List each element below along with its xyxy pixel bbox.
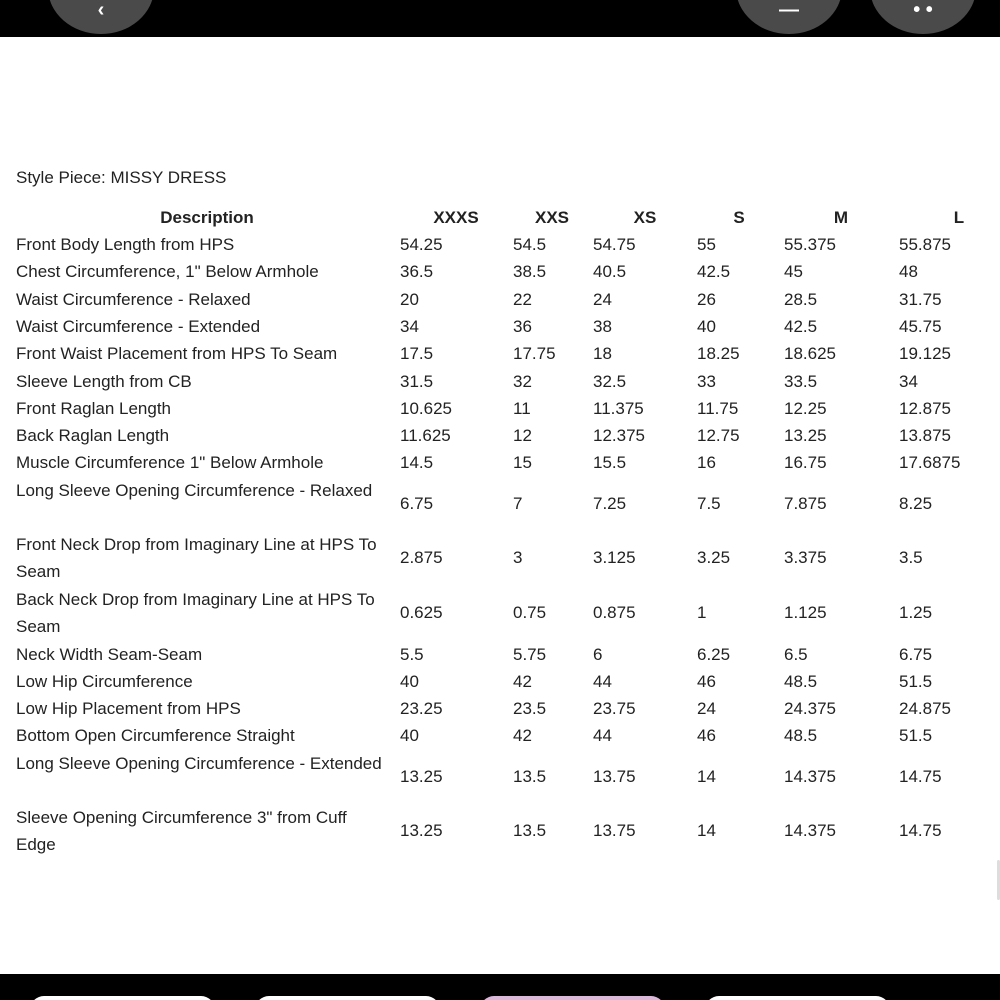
row-description: Front Neck Drop from Imaginary Line at HPS To Seam xyxy=(16,535,377,582)
row-description: Back Neck Drop from Imaginary Line at HPS To Seam xyxy=(16,589,375,636)
row-description: Front Body Length from HPS xyxy=(16,235,235,254)
row-value-l: 3.5 xyxy=(899,548,923,568)
row-value-xxxs: 40 xyxy=(400,726,419,746)
row-value-m: 7.875 xyxy=(784,493,827,513)
row-value-l: 6.75 xyxy=(899,644,933,664)
row-value-xs: 11.375 xyxy=(593,398,644,418)
share-icon: — xyxy=(779,0,799,21)
row-value-m: 48.5 xyxy=(784,726,818,746)
row-value-s: 3.25 xyxy=(697,548,731,568)
row-value-s: 46 xyxy=(697,726,716,746)
table-row xyxy=(0,313,1000,340)
row-value-xxxs: 2.875 xyxy=(400,548,443,568)
row-value-xxs: 12 xyxy=(513,426,532,446)
row-description: Back Raglan Length xyxy=(16,426,170,446)
row-description: Waist Circumference - Extended xyxy=(16,316,261,336)
row-value-s: 24 xyxy=(697,699,716,719)
table-row xyxy=(0,368,1000,395)
row-description: Bottom Open Circumference Straight xyxy=(16,726,295,746)
row-value-xxxs: 14.5 xyxy=(400,453,434,473)
row-value-xxs: 32 xyxy=(513,371,532,391)
header-size-xxxs: XXXS xyxy=(433,208,479,227)
row-value-xxs: 7 xyxy=(513,493,523,513)
back-arrow-icon: ‹ xyxy=(97,0,105,21)
row-value-l: 24.875 xyxy=(899,699,951,719)
row-value-l: 12.875 xyxy=(899,398,951,418)
row-value-xs: 44 xyxy=(593,671,612,691)
row-value-m: 16.75 xyxy=(784,453,827,473)
row-value-l: 19.125 xyxy=(899,344,951,364)
row-value-xxxs: 10.625 xyxy=(400,398,452,418)
table-row xyxy=(0,668,1000,695)
table-row xyxy=(0,750,1000,805)
row-value-s: 42.5 xyxy=(697,262,731,282)
row-value-s: 40 xyxy=(697,316,716,336)
cart-icon: • • xyxy=(913,0,933,21)
row-value-xxxs: 13.25 xyxy=(400,821,443,841)
row-value-s: 7.5 xyxy=(697,493,721,513)
size-chart-content xyxy=(0,37,1000,974)
row-value-s: 11.75 xyxy=(697,398,739,418)
row-value-xs: 54.75 xyxy=(593,235,636,254)
row-description: Muscle Circumference 1" Below Armhole xyxy=(16,453,324,473)
row-value-xxxs: 31.5 xyxy=(400,371,434,391)
row-value-xxxs: 23.25 xyxy=(400,699,443,719)
row-value-xs: 23.75 xyxy=(593,699,636,719)
row-value-l: 17.6875 xyxy=(899,453,961,473)
table-row xyxy=(0,231,1000,258)
style-piece-title: Style Piece: MISSY DRESS xyxy=(16,168,227,187)
row-value-s: 16 xyxy=(697,453,716,473)
row-value-m: 45 xyxy=(784,262,803,282)
row-value-l: 13.875 xyxy=(899,426,951,446)
top-nav-bar xyxy=(0,0,1000,37)
row-value-s: 1 xyxy=(697,602,707,622)
header-size-xxs: XXS xyxy=(534,208,570,227)
row-value-xs: 3.125 xyxy=(593,548,636,568)
row-value-xxs: 17.75 xyxy=(513,344,556,364)
row-value-xs: 24 xyxy=(593,289,612,309)
row-value-s: 33 xyxy=(697,371,716,391)
table-row xyxy=(0,422,1000,449)
row-value-l: 1.25 xyxy=(899,602,933,622)
row-value-s: 18.25 xyxy=(697,344,740,364)
table-row xyxy=(0,449,1000,476)
row-value-xxs: 11 xyxy=(513,398,531,418)
row-value-l: 48 xyxy=(899,262,918,282)
table-row xyxy=(0,340,1000,367)
row-value-s: 14 xyxy=(697,766,716,786)
row-value-s: 6.25 xyxy=(697,644,731,664)
row-value-xxs: 38.5 xyxy=(513,262,547,282)
row-description: Sleeve Opening Circumference 3" from Cuff Edge xyxy=(16,808,347,855)
row-value-xxs: 42 xyxy=(513,726,532,746)
row-value-xxxs: 11.625 xyxy=(400,426,451,446)
row-value-xxs: 3 xyxy=(513,548,523,568)
row-value-xxs: 13.5 xyxy=(513,821,547,841)
row-value-xs: 18 xyxy=(593,344,612,364)
row-description: Neck Width Seam-Seam xyxy=(16,644,203,664)
header-size-xs: XS xyxy=(633,208,657,227)
row-value-xxs: 13.5 xyxy=(513,766,547,786)
row-value-m: 3.375 xyxy=(784,548,827,568)
row-value-l: 55.875 xyxy=(899,235,951,254)
table-row xyxy=(0,641,1000,668)
row-value-l: 51.5 xyxy=(899,726,933,746)
row-value-xxxs: 17.5 xyxy=(400,344,434,364)
row-value-xxs: 22 xyxy=(513,289,532,309)
row-value-l: 51.5 xyxy=(899,671,933,691)
row-value-xs: 7.25 xyxy=(593,493,627,513)
row-description: Long Sleeve Opening Circumference - Relaxed xyxy=(16,480,373,500)
share-button[interactable] xyxy=(736,0,842,34)
row-value-xxxs: 54.25 xyxy=(400,235,443,254)
table-row xyxy=(0,804,1000,859)
row-value-xs: 0.875 xyxy=(593,602,636,622)
row-value-s: 14 xyxy=(697,821,716,841)
table-row xyxy=(0,395,1000,422)
table-row xyxy=(0,286,1000,313)
header-size-m: M xyxy=(833,208,849,227)
row-value-xxxs: 34 xyxy=(400,316,419,336)
row-value-xs: 32.5 xyxy=(593,371,627,391)
row-value-xs: 13.75 xyxy=(593,821,636,841)
row-description: Sleeve Length from CB xyxy=(16,371,192,391)
row-value-xxxs: 0.625 xyxy=(400,602,443,622)
thumbnail-4[interactable] xyxy=(705,996,890,1000)
row-value-xxxs: 13.25 xyxy=(400,766,443,786)
row-value-l: 14.75 xyxy=(899,766,942,786)
row-value-m: 33.5 xyxy=(784,371,818,391)
row-value-xs: 13.75 xyxy=(593,766,636,786)
table-row xyxy=(0,695,1000,722)
row-value-l: 31.75 xyxy=(899,289,942,309)
row-value-m: 55.375 xyxy=(784,235,836,254)
row-value-xxs: 54.5 xyxy=(513,235,547,254)
row-value-l: 45.75 xyxy=(899,316,942,336)
thumbnail-1[interactable] xyxy=(30,996,215,1000)
row-value-m: 6.5 xyxy=(784,644,808,664)
table-row xyxy=(0,258,1000,285)
table-row xyxy=(0,722,1000,749)
row-value-m: 28.5 xyxy=(784,289,818,309)
cart-button[interactable] xyxy=(870,0,976,34)
row-value-m: 48.5 xyxy=(784,671,818,691)
row-value-s: 26 xyxy=(697,289,716,309)
row-value-s: 46 xyxy=(697,671,716,691)
table-row xyxy=(0,477,1000,532)
row-value-s: 12.75 xyxy=(697,426,740,446)
row-value-m: 24.375 xyxy=(784,699,836,719)
table-row xyxy=(0,531,1000,586)
row-value-m: 1.125 xyxy=(784,602,827,622)
row-value-xs: 38 xyxy=(593,316,612,336)
row-value-m: 42.5 xyxy=(784,316,818,336)
row-value-xs: 12.375 xyxy=(593,426,645,446)
row-value-l: 14.75 xyxy=(899,821,942,841)
row-value-m: 13.25 xyxy=(784,426,827,446)
row-value-s: 55 xyxy=(697,235,716,254)
row-value-xxxs: 20 xyxy=(400,289,419,309)
row-value-xxxs: 36.5 xyxy=(400,262,434,282)
row-value-xxxs: 40 xyxy=(400,671,419,691)
row-value-xxs: 36 xyxy=(513,316,532,336)
bottom-thumbnail-strip xyxy=(0,974,1000,1000)
row-description: Low Hip Placement from HPS xyxy=(16,699,241,719)
row-description: Long Sleeve Opening Circumference - Extended xyxy=(16,753,382,773)
row-value-xxs: 5.75 xyxy=(513,644,547,664)
header-description: Description xyxy=(160,208,254,227)
row-description: Waist Circumference - Relaxed xyxy=(16,289,251,309)
header-size-s: S xyxy=(733,208,745,227)
row-value-xs: 6 xyxy=(593,644,603,664)
row-value-m: 18.625 xyxy=(784,344,836,364)
row-description: Chest Circumference, 1" Below Armhole xyxy=(16,262,319,282)
row-description: Low Hip Circumference xyxy=(16,671,193,691)
back-button[interactable] xyxy=(48,0,154,34)
row-value-m: 14.375 xyxy=(784,821,836,841)
row-value-xxs: 0.75 xyxy=(513,602,547,622)
header-size-l: L xyxy=(953,208,965,227)
row-description: Front Waist Placement from HPS To Seam xyxy=(16,344,338,364)
row-value-xxxs: 5.5 xyxy=(400,644,424,664)
row-value-m: 14.375 xyxy=(784,766,836,786)
row-value-xs: 44 xyxy=(593,726,612,746)
row-value-xxxs: 6.75 xyxy=(400,493,434,513)
row-description: Front Raglan Length xyxy=(16,398,171,418)
row-value-l: 8.25 xyxy=(899,493,933,513)
table-row xyxy=(0,586,1000,641)
row-value-l: 34 xyxy=(899,371,918,391)
thumbnail-3[interactable] xyxy=(480,996,665,1000)
row-value-xxs: 23.5 xyxy=(513,699,547,719)
row-value-xxs: 15 xyxy=(513,453,532,473)
row-value-xs: 15.5 xyxy=(593,453,627,473)
row-value-xs: 40.5 xyxy=(593,262,627,282)
thumbnail-2[interactable] xyxy=(255,996,440,1000)
row-value-xxs: 42 xyxy=(513,671,532,691)
row-value-m: 12.25 xyxy=(784,398,827,418)
